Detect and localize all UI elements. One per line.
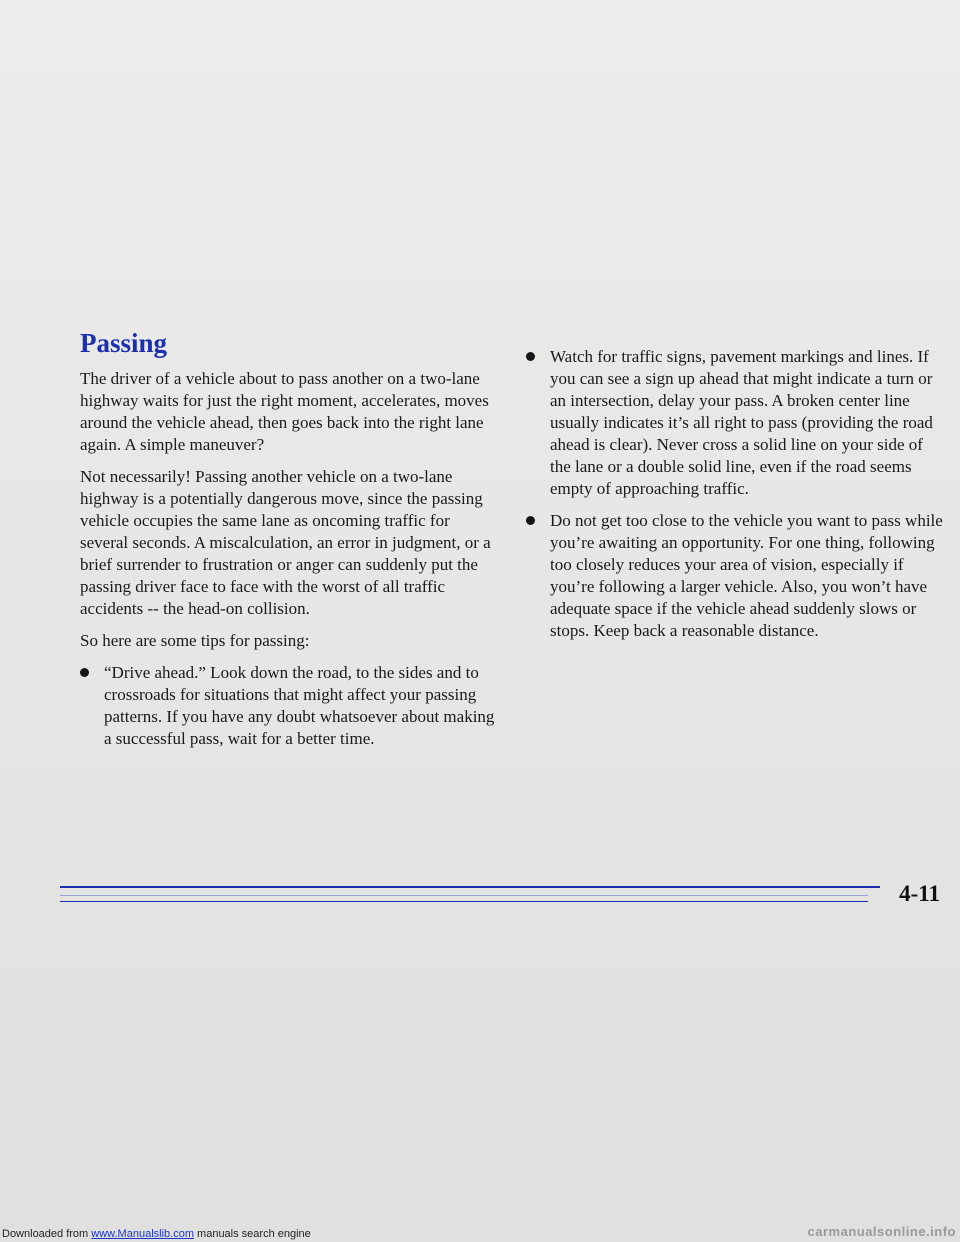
bullet-icon [526,516,535,525]
footer-rule-bottom [60,901,868,902]
bullet-icon [526,352,535,361]
download-footer [0,1224,960,1242]
page-number: 4-11 [899,881,940,906]
tip-drive-ahead [80,662,500,750]
footer-rule-top [60,886,880,888]
tip-traffic-signs [526,346,946,500]
tip-text: Watch for traffic signs, pavement markings and lines. If you can see a sign up ahead that might indicate a turn or an intersection, delay your pass. A broken center line usually indicates it’s all right to pass (providing the road ahead is clear). Never cross a solid line on your side of the lane or a double solid line, even if the road seems empty of approaching traffic. [550,347,933,498]
bullet-icon [80,668,89,677]
tip-following-distance [526,510,946,642]
section-title: Passing [80,328,168,358]
left-column [80,368,500,760]
right-column [526,346,946,652]
paragraph-danger: Not necessarily! Passing another vehicle on a two-lane highway is a potentially dangerous move, since the passing vehicle occupies the same lane as oncoming traffic for several seconds. A miscalculation, an error in judgment, or a brief surrender to frustration or anger can suddenly put the passing driver face to face with the worst of all traffic accidents -- the head-on collision. [80,467,491,618]
tip-text: Do not get too close to the vehicle you want to pass while you’re awaiting an opportunity. For one thing, following too closely reduces your area of vision, especially if you’re following a larger vehicle. Also, you won’t have adequate space if the vehicle ahead suddenly slows or stops. Keep back a reasonable distance. [550,511,943,640]
footer-rule-middle [60,895,868,896]
watermark: carmanualsonline.info [807,1224,956,1239]
tip-text: “Drive ahead.” Look down the road, to the sides and to crossroads for situations that might affect your passing patterns. If you have any doubt whatsoever about making a successful pass, wait for a better time. [104,663,495,748]
paragraph-tips-lead: So here are some tips for passing: [80,631,310,650]
manualslib-link[interactable]: www.Manualslib.com [91,1228,194,1240]
footer-text [2,1227,311,1242]
footer-suffix: manuals search engine [193,1228,311,1240]
paragraph-intro: The driver of a vehicle about to pass another on a two-lane highway waits for just the right moment, accelerates, moves around the vehicle ahead, then goes back into the right lane again. A simple maneuver? [80,369,489,454]
footer-prefix: Downloaded from [2,1228,92,1240]
